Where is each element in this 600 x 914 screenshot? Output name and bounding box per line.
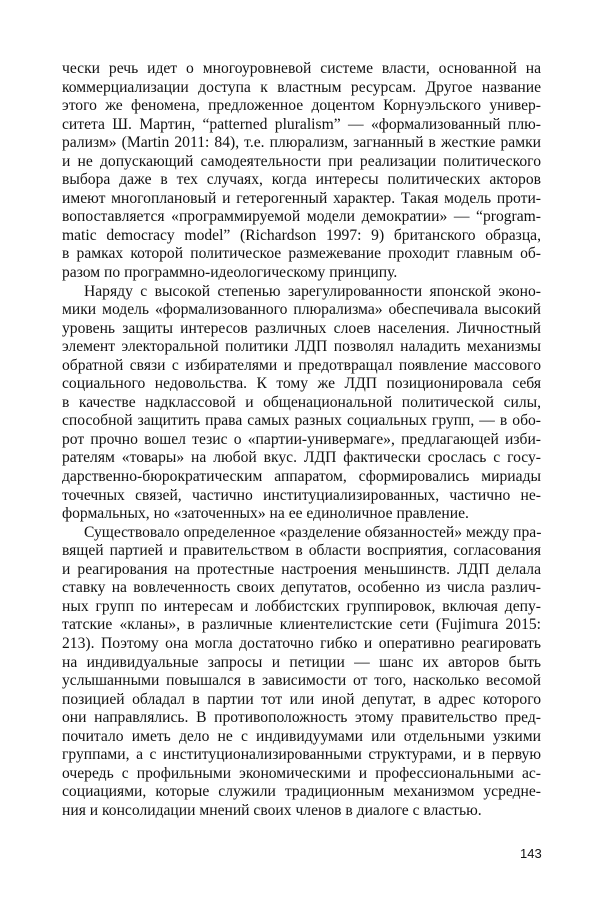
text-line: почитало иметь дело не с индивидуумами или отдельными узкими [62,727,541,745]
text-line: ставку на вовлеченность своих депутатов, особенно из числа различ- [62,579,541,597]
text-line: ния и консолидации мнений своих членов в диалоге с властью. [62,801,482,819]
text-line: имеют многоплановый и гетерогенный характер. Такая модель проти- [62,189,541,207]
page-number: 143 [520,846,542,861]
text-line: и реагирования на протестные настроения меньшинств. ЛДП делала [62,560,541,578]
text-line: формальных, но «заточенных» на ее единоличное правление. [62,505,469,523]
text-line: услышанными повышался в зависимости от того, насколько весомой [62,672,541,690]
text-line: этого же феномена, предложенное доцентом Корнуэльского универ- [62,97,541,115]
text-line: они направлялись. В противоположность этому правительство пред- [62,709,541,727]
text-line: социациями, которые служили традиционным механизмом усредне- [62,783,541,801]
text-line: рателям «товары» на любой вкус. ЛДП фактически срослась с госу- [62,449,541,467]
text-line: точечных связей, частично институциализированных, частично не- [62,486,541,504]
text-line: matic democracy model” (Richardson 1997: 9) британского образца, [62,226,541,244]
text-line: позицией обладал в партии тот или иной депутат, в адрес которого [62,690,541,708]
text-line: вопоставляется «программируемой модели демократии» — “program- [62,208,541,226]
text-line: Наряду с высокой степенью зарегулированности японской эконо- [84,282,541,300]
paragraph [62,60,541,283]
text-line: вящей партией и правительством в области восприятия, согласования [62,542,541,560]
text-line: 213). Поэтому она могла достаточно гибко и оперативно реагировать [62,634,541,652]
text-line: на индивидуальные запросы и петиции — шанс их авторов быть [62,653,541,671]
text-line: выбора даже в тех случаях, когда интересы политических акторов [62,171,541,189]
text-line: Существовало определенное «разделение обязанностей» между пра- [84,523,542,541]
text-line: в рамках которой политическое размежевание проходит главным об- [62,245,541,263]
text-line: чески речь идет о многоуровневой системе власти, основанной на [62,60,541,77]
body-text [62,60,541,820]
text-line: рот прочно вошел тезис о «партии-универмаге», предлагающей изби- [62,430,541,448]
text-line: способной защитить права самых разных социальных групп, — в обо- [62,412,541,430]
text-line: разом по программно-идеологическому принципу. [62,264,398,282]
text-line: элемент электоральной политики ЛДП позволял наладить механизмы [62,338,541,356]
text-line: в качестве надклассовой и общенациональной политической силы, [62,393,541,411]
text-line: и не допускающий самодеятельности при реализации политического [62,152,541,170]
text-line: группами, а с институционализированными структурами, и в первую [62,746,541,764]
text-line: уровень защиты интересов различных слоев населения. Личностный [62,319,541,337]
text-line: ситета Ш. Мартин, “patterned pluralism” — «формализованный плю- [62,115,541,133]
text-line: татские «кланы», в различные клиентелистские сети (Fujimura 2015: [62,616,541,634]
text-line: обратной связи с избирателями и предотвращал появление массового [62,356,541,374]
paragraph [62,524,541,821]
text-line: ных групп по интересам и лоббистских группировок, включая депу- [62,597,541,615]
text-line: очередь с профильными экономическими и профессиональными ас- [62,764,541,782]
text-line: мики модель «формализованного плюрализма» обеспечивала высокий [62,301,541,319]
text-line: коммерциализации доступа к властным ресурсам. Другое название [62,78,541,96]
text-line: рализм» (Martin 2011: 84), т.е. плюрализм, загнанный в жесткие рамки [62,134,541,152]
paragraph [62,283,541,524]
text-line: дарственно-бюрократическим аппаратом, сформировались мириады [62,468,541,486]
text-line: социального недовольства. К тому же ЛДП позиционировала себя [62,375,541,393]
